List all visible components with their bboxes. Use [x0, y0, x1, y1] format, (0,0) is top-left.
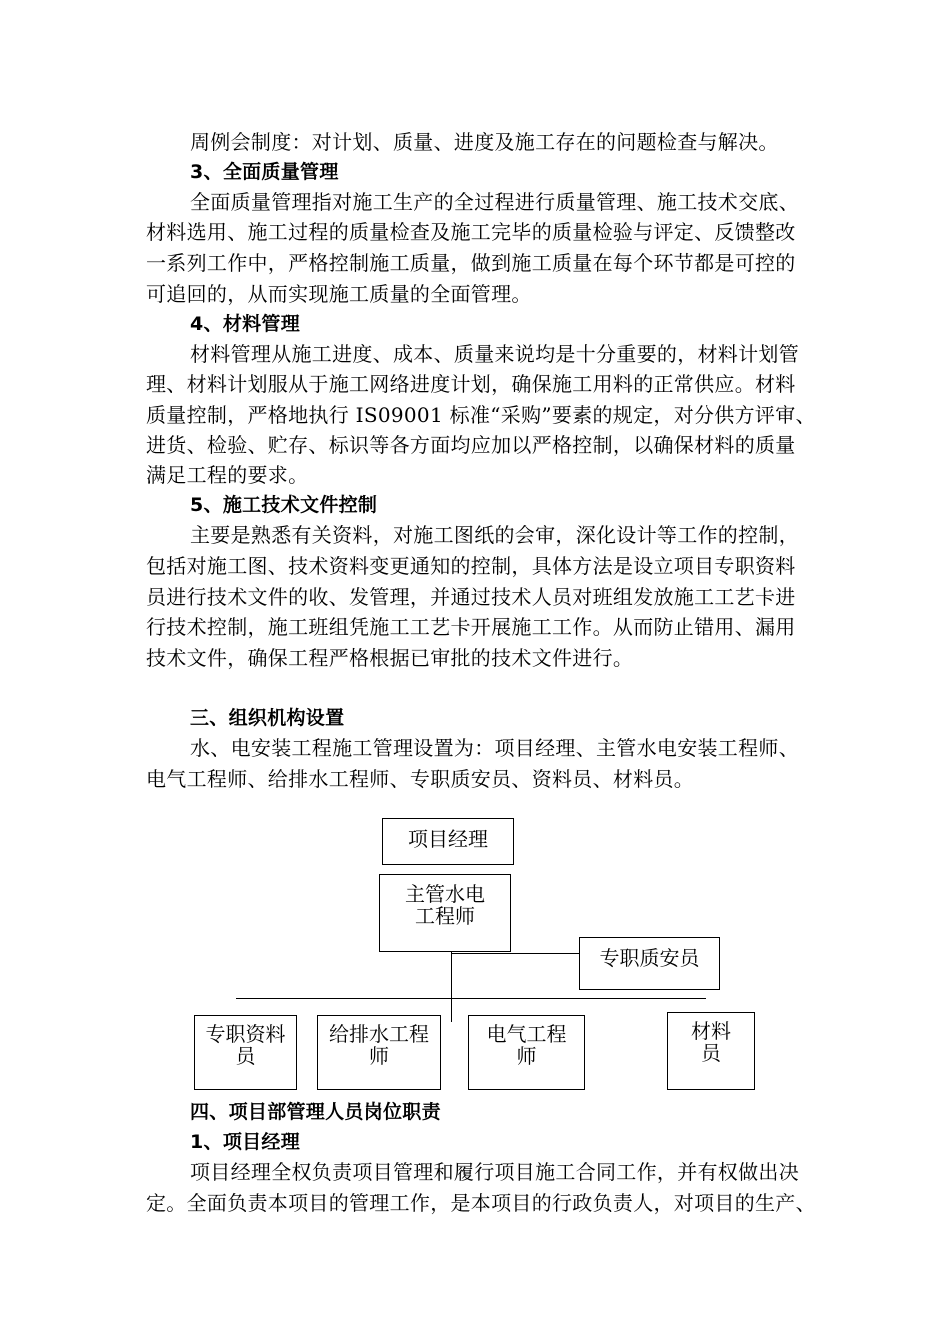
paragraph-line: 质量控制，严格地执行 IS09001 标准“采购”要素的规定，对分供方评审、 [146, 403, 816, 427]
paragraph-line: 满足工程的要求。 [146, 463, 309, 487]
paragraph-line: 进货、检验、贮存、标识等各方面均应加以严格控制，以确保材料的质量 [146, 433, 796, 457]
paragraph-line: 材料选用、施工过程的质量检查及施工完毕的质量检验与评定、反馈整改 [146, 220, 796, 244]
paragraph-line: 员进行技术文件的收、发管理，并通过技术人员对班组发放施工工艺卡进 [146, 585, 796, 609]
section-heading: 5、施工技术文件控制 [190, 494, 378, 516]
org-connector-safety [451, 953, 580, 954]
org-node-label: 项目经理 [408, 827, 488, 851]
org-node-label: 给排水工程 [329, 1022, 429, 1046]
org-connector-vertical [451, 952, 452, 1022]
paragraph-line: 一系列工作中，严格控制施工质量，做到施工质量在每个环节都是可控的 [146, 251, 796, 275]
section-heading: 3、全面质量管理 [190, 161, 339, 183]
section-heading: 三、组织机构设置 [190, 707, 345, 729]
paragraph-line: 可追回的，从而实现施工质量的全面管理。 [146, 282, 532, 306]
org-node-label: 电气工程 [486, 1022, 567, 1046]
org-node-electrical-engineer [468, 1015, 585, 1090]
section-heading: 四、项目部管理人员岗位职责 [190, 1101, 441, 1123]
org-node-label: 主管水电 [405, 882, 485, 906]
org-node-document-clerk [194, 1015, 297, 1090]
paragraph-line: 水、电安装工程施工管理设置为：项目经理、主管水电安装工程师、 [190, 736, 799, 760]
org-node-label: 员 [235, 1044, 256, 1068]
org-node-label: 材料 [691, 1019, 731, 1043]
paragraph-line: 主要是熟悉有关资料，对施工图纸的会审，深化设计等工作的控制， [190, 523, 799, 547]
paragraph-line: 项目经理全权负责项目管理和履行项目施工合同工作，并有权做出决 [190, 1160, 799, 1184]
org-node-label: 工程师 [415, 904, 475, 928]
org-node-materials-clerk [667, 1012, 755, 1090]
org-node-chief-engineer [379, 874, 511, 952]
org-node-label: 专职资料 [205, 1022, 286, 1046]
paragraph-line: 周例会制度：对计划、质量、进度及施工存在的问题检查与解决。 [190, 130, 779, 154]
paragraph-line: 材料管理从施工进度、成本、质量来说均是十分重要的，材料计划管 [190, 342, 799, 366]
org-connector-horizontal [236, 998, 706, 999]
paragraph-line: 包括对施工图、技术资料变更通知的控制，具体方法是设立项目专职资料 [146, 554, 796, 578]
org-node-manager [382, 818, 514, 865]
paragraph-line: 定。全面负责本项目的管理工作，是本项目的行政负责人，对项目的生产、 [146, 1191, 816, 1215]
org-node-label: 员 [701, 1041, 721, 1065]
org-node-label: 师 [369, 1044, 389, 1068]
paragraph-line: 电气工程师、给排水工程师、专职质安员、资料员、材料员。 [146, 767, 695, 791]
section-heading: 4、材料管理 [190, 313, 301, 335]
org-node-label: 专职质安员 [599, 946, 700, 970]
paragraph-line: 全面质量管理指对施工生产的全过程进行质量管理、施工技术交底、 [190, 190, 799, 214]
org-node-safety-officer [579, 937, 720, 990]
paragraph-line: 行技术控制，施工班组凭施工工艺卡开展施工工作。从而防止错用、漏用 [146, 615, 796, 639]
paragraph-line: 技术文件，确保工程严格根据已审批的技术文件进行。 [146, 646, 634, 670]
org-node-plumbing-engineer [317, 1015, 441, 1090]
org-node-label: 师 [516, 1044, 537, 1068]
paragraph-line: 理、材料计划服从于施工网络进度计划，确保施工用料的正常供应。材料 [146, 372, 796, 396]
section-heading: 1、项目经理 [190, 1131, 301, 1153]
